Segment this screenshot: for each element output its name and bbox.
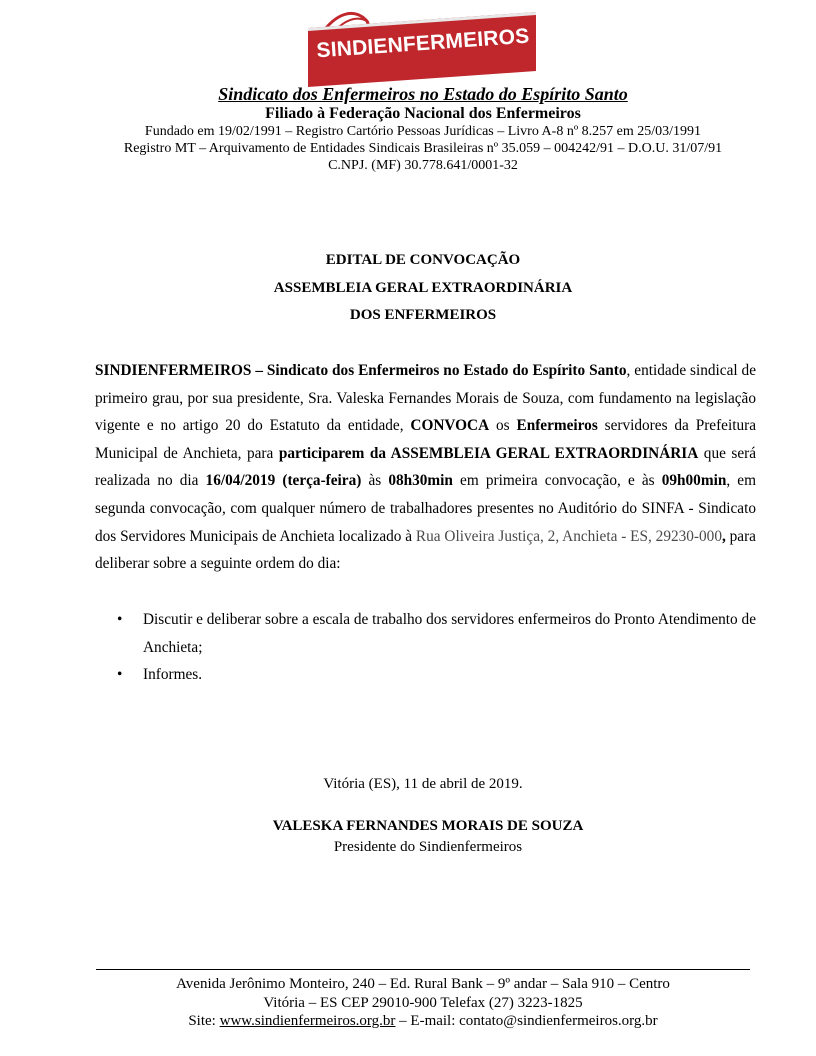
enfermeiros-bold: Enfermeiros: [516, 417, 598, 435]
paragraph-text: , entidade sindical de primeiro grau, por sua presidente, Sra. Valeska Fernandes Morais de Souza, com fundamento na legislação vigente e no artigo 20 do Estatuto da entidade,: [95, 362, 756, 435]
audience-title: DOS ENFERMEIROS: [349, 307, 497, 323]
signer-role: Presidente do Sindienfermeiros: [333, 839, 523, 855]
agenda-item: [95, 661, 756, 689]
notice-title: EDITAL DE CONVOCAÇÃO: [325, 252, 521, 268]
footer-contact: [90, 1013, 756, 1030]
assembly-bold: participarem da ASSEMBLEIA GERAL EXTRAORDINÁRIA: [278, 444, 699, 462]
bullet-icon: •: [117, 611, 123, 628]
paragraph-text: , em segunda convocação, com qualquer número de trabalhadores presentes no Auditório do SINFA - Sindicato dos Servidores Municipais de Anchieta localizado à: [95, 472, 756, 545]
logo-text: SINDIENFERMEIROS: [315, 24, 531, 63]
paragraph-text: às: [361, 472, 389, 490]
bullet-icon: •: [117, 666, 123, 684]
federation-affiliation: Filiado à Federação Nacional dos Enfermeiros: [265, 105, 581, 122]
signer-name: VALESKA FERNANDES MORAIS DE SOUZA: [272, 818, 584, 834]
assembly-title: ASSEMBLEIA GERAL EXTRAORDINÁRIA: [273, 280, 573, 296]
site-label: Site:: [188, 1013, 220, 1029]
email-text: – E-mail: contato@sindienfermeiros.org.br: [395, 1013, 658, 1029]
union-name-bold: SINDIENFERMEIROS – Sindicato dos Enfermeiros no Estado do Espírito Santo: [95, 362, 627, 379]
paragraph-text: que será realizada no dia: [95, 444, 756, 490]
footer-divider: [96, 969, 750, 970]
cnpj-line: C.NPJ. (MF) 30.778.641/0001-32: [328, 158, 518, 173]
mt-registry-line: Registro MT – Arquivamento de Entidades Sindicais Brasileiras nº 35.059 – 004242/91 – D.O.U. 31/07/91: [123, 141, 723, 156]
agenda-list: [95, 606, 756, 689]
website-link[interactable]: www.sindienfermeiros.org.br: [219, 1013, 396, 1029]
founding-registry-line: Fundado em 19/02/1991 – Registro Cartório Pessoas Jurídicas – Livro A-8 nº 8.257 em 25/03/1991: [144, 124, 702, 139]
agenda-item: [95, 606, 756, 661]
agenda-item-text: Informes.: [143, 666, 203, 684]
paragraph-comma: ,: [721, 527, 726, 545]
first-call-time-bold: 08h30min: [388, 472, 453, 490]
venue-address: Rua Oliveira Justiça, 2, Anchieta - ES, 29230-000: [415, 527, 722, 545]
agenda-item-text: Discutir e deliberar sobre a escala de trabalho dos servidores enfermeiros do Pronto Atendimento de Anchieta;: [143, 611, 756, 656]
meeting-date-bold: 16/04/2019 (terça-feira): [205, 472, 362, 490]
second-call-time-bold: 09h00min: [661, 472, 727, 490]
paragraph-text: servidores da Prefeitura Municipal de Anchieta, para: [95, 417, 757, 462]
place-and-date: Vitória (ES), 11 de abril de 2019.: [323, 776, 523, 792]
convoca-bold: CONVOCA: [410, 417, 490, 435]
footer-city-phone: Vitória – ES CEP 29010-900 Telefax (27) 3223-1825: [263, 995, 583, 1011]
paragraph-text: para deliberar sobre a seguinte ordem do dia:: [95, 527, 756, 573]
footer-address: Avenida Jerônimo Monteiro, 240 – Ed. Rural Bank – 9º andar – Sala 910 – Centro: [176, 976, 670, 992]
union-name-heading: Sindicato dos Enfermeiros no Estado do Espírito Santo: [218, 84, 628, 104]
paragraph-text: em primeira convocação, e às: [452, 472, 662, 490]
paragraph-text: os: [489, 417, 517, 435]
convocation-paragraph: [95, 357, 756, 578]
sindienfermeiros-logo: [306, 6, 538, 78]
